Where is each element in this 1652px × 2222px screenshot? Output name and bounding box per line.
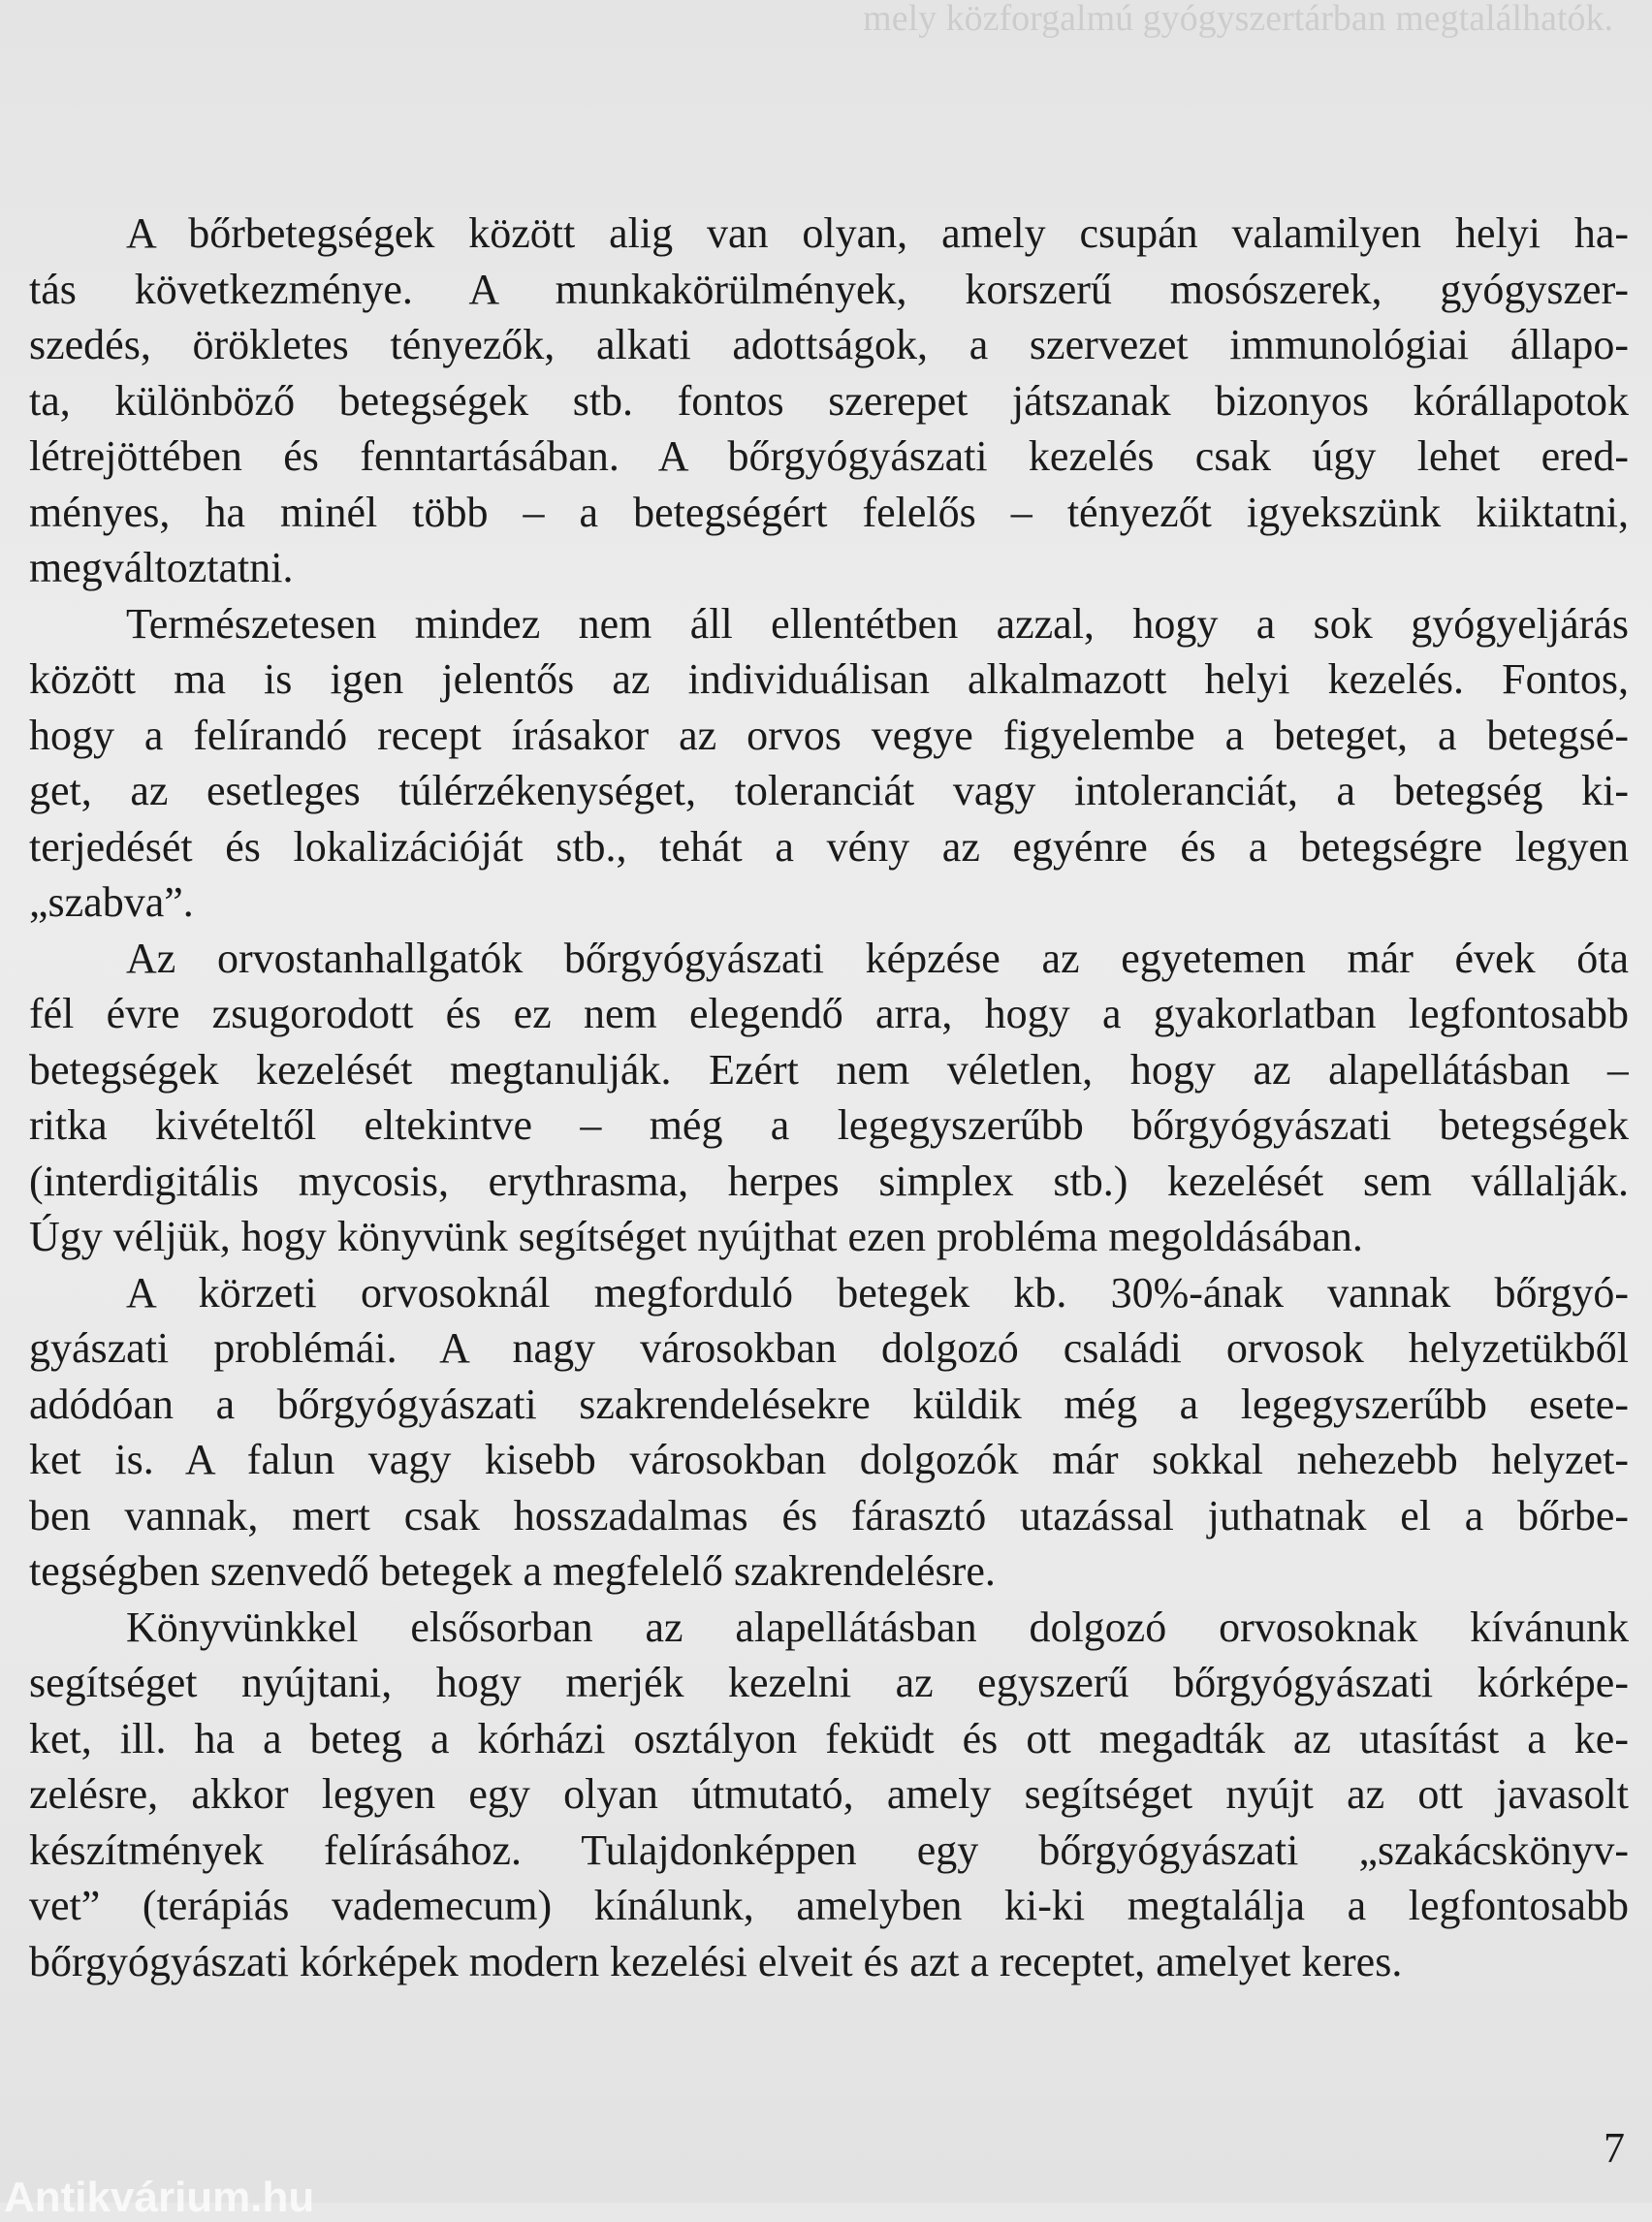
paragraph-line: gyászati problémái. A nagy városokban dolgozó családi orvosok helyzetükből <box>29 1324 1629 1372</box>
paragraph-line: segítséget nyújtani, hogy merjék kezelni az egyszerű bőrgyógyászati kórképe- <box>29 1659 1629 1706</box>
paragraph-line: terjedését és lokalizációját stb., tehát a vény az egyénre és a betegségre legyen <box>29 822 1629 871</box>
paragraph-line: ben vannak, mert csak hosszadalmas és fárasztó utazással juthatnak el a bőrbe- <box>29 1491 1629 1540</box>
paragraph-line: hogy a felírandó recept írásakor az orvos vegye figyelembe a beteget, a betegsé- <box>29 711 1629 759</box>
paragraph-line: ket, ill. ha a beteg a kórházi osztályon feküdt és ott megadták az utasítást a ke- <box>29 1714 1629 1762</box>
paragraph-line: szedés, örökletes tényezők, alkati adottságok, a szervezet immunológiai állapo- <box>29 321 1629 368</box>
paragraph-line: között ma is igen jelentős az individuálisan alkalmazott helyi kezelés. Fontos, <box>29 655 1629 703</box>
paragraph-line: bőrgyógyászati kórképek modern kezelési elveit és azt a receptet, amelyet keres. <box>29 1937 1403 1985</box>
paragraph-line: megváltoztatni. <box>29 544 294 591</box>
paragraph-line: „szabva”. <box>29 878 194 926</box>
paragraph-line: tegségben szenvedő betegek a megfelelő szakrendelésre. <box>29 1547 996 1595</box>
paragraph-line: vet” (terápiás vademecum) kínálunk, amelyben ki-ki megtalálja a legfontosabb <box>29 1882 1629 1929</box>
paragraph-line: get, az esetleges túlérzékenységet, toleranciát vagy intoleranciát, a betegség ki- <box>29 767 1629 814</box>
paragraph-line: ta, különböző betegségek stb. fontos szerepet játszanak bizonyos kórállapotok <box>29 376 1629 425</box>
paragraph-1 <box>29 206 1629 596</box>
paragraph-line: betegségek kezelését megtanulják. Ezért nem véletlen, hogy az alapellátásban – <box>29 1045 1629 1094</box>
paragraph-line: Természetesen mindez nem áll ellentétben azzal, hogy a sok gyógyeljárás <box>126 599 1629 648</box>
paragraph-line: létrejöttében és fenntartásában. A bőrgyógyászati kezelés csak úgy lehet ered- <box>29 432 1629 480</box>
paragraph-line: Az orvostanhallgatók bőrgyógyászati képzése az egyetemen már évek óta <box>126 934 1629 982</box>
watermark: Antikvárium.hu <box>4 2174 315 2221</box>
paragraph-line: adódóan a bőrgyógyászati szakrendelésekre küldik még a legegyszerűbb esete- <box>29 1380 1629 1428</box>
paragraph-line: A bőrbetegségek között alig van olyan, amely csupán valamilyen helyi ha- <box>126 209 1629 257</box>
paragraph-line: Úgy véljük, hogy könyvünk segítséget nyújthat ezen probléma megoldásában. <box>29 1213 1363 1260</box>
paragraph-line: ményes, ha minél több – a betegségért felelős – tényezőt igyekszünk kiiktatni, <box>29 488 1629 536</box>
paragraph-5 <box>29 1600 1629 1990</box>
paragraph-2 <box>29 596 1629 931</box>
paragraph-4 <box>29 1265 1629 1600</box>
paragraph-line: A körzeti orvosoknál megforduló betegek kb. 30%-ának vannak bőrgyó- <box>126 1268 1629 1317</box>
paragraph-line: készítmények felírásához. Tulajdonképpen egy bőrgyógyászati „szakácskönyv- <box>29 1825 1629 1874</box>
paragraph-line: ket is. A falun vagy kisebb városokban dolgozók már sokkal nehezebb helyzet- <box>29 1436 1629 1483</box>
paragraph-line: Könyvünkkel elsősorban az alapellátásban dolgozó orvosoknak kívánunk <box>126 1603 1629 1651</box>
paragraph-line: zelésre, akkor legyen egy olyan útmutató, amely segítséget nyújt az ott javasolt <box>29 1770 1629 1818</box>
page-number: 7 <box>1604 2124 1625 2172</box>
paragraph-line: ritka kivételtől eltekintve – még a legegyszerűbb bőrgyógyászati betegségek <box>29 1101 1629 1149</box>
paragraph-3 <box>29 931 1629 1265</box>
paragraph-line: (interdigitális mycosis, erythrasma, herpes simplex stb.) kezelését sem vállalják. <box>29 1157 1629 1205</box>
paragraph-line: fél évre zsugorodott és ez nem elegendő arra, hogy a gyakorlatban legfontosabb <box>29 990 1629 1037</box>
preface-text-block <box>29 206 1629 1989</box>
bleed-through-text-top: mely közforgalmú gyógyszertárban megtalálhatók. <box>863 0 1613 39</box>
paragraph-line: tás következménye. A munkakörülmények, korszerű mosószerek, gyógyszer- <box>29 265 1629 313</box>
